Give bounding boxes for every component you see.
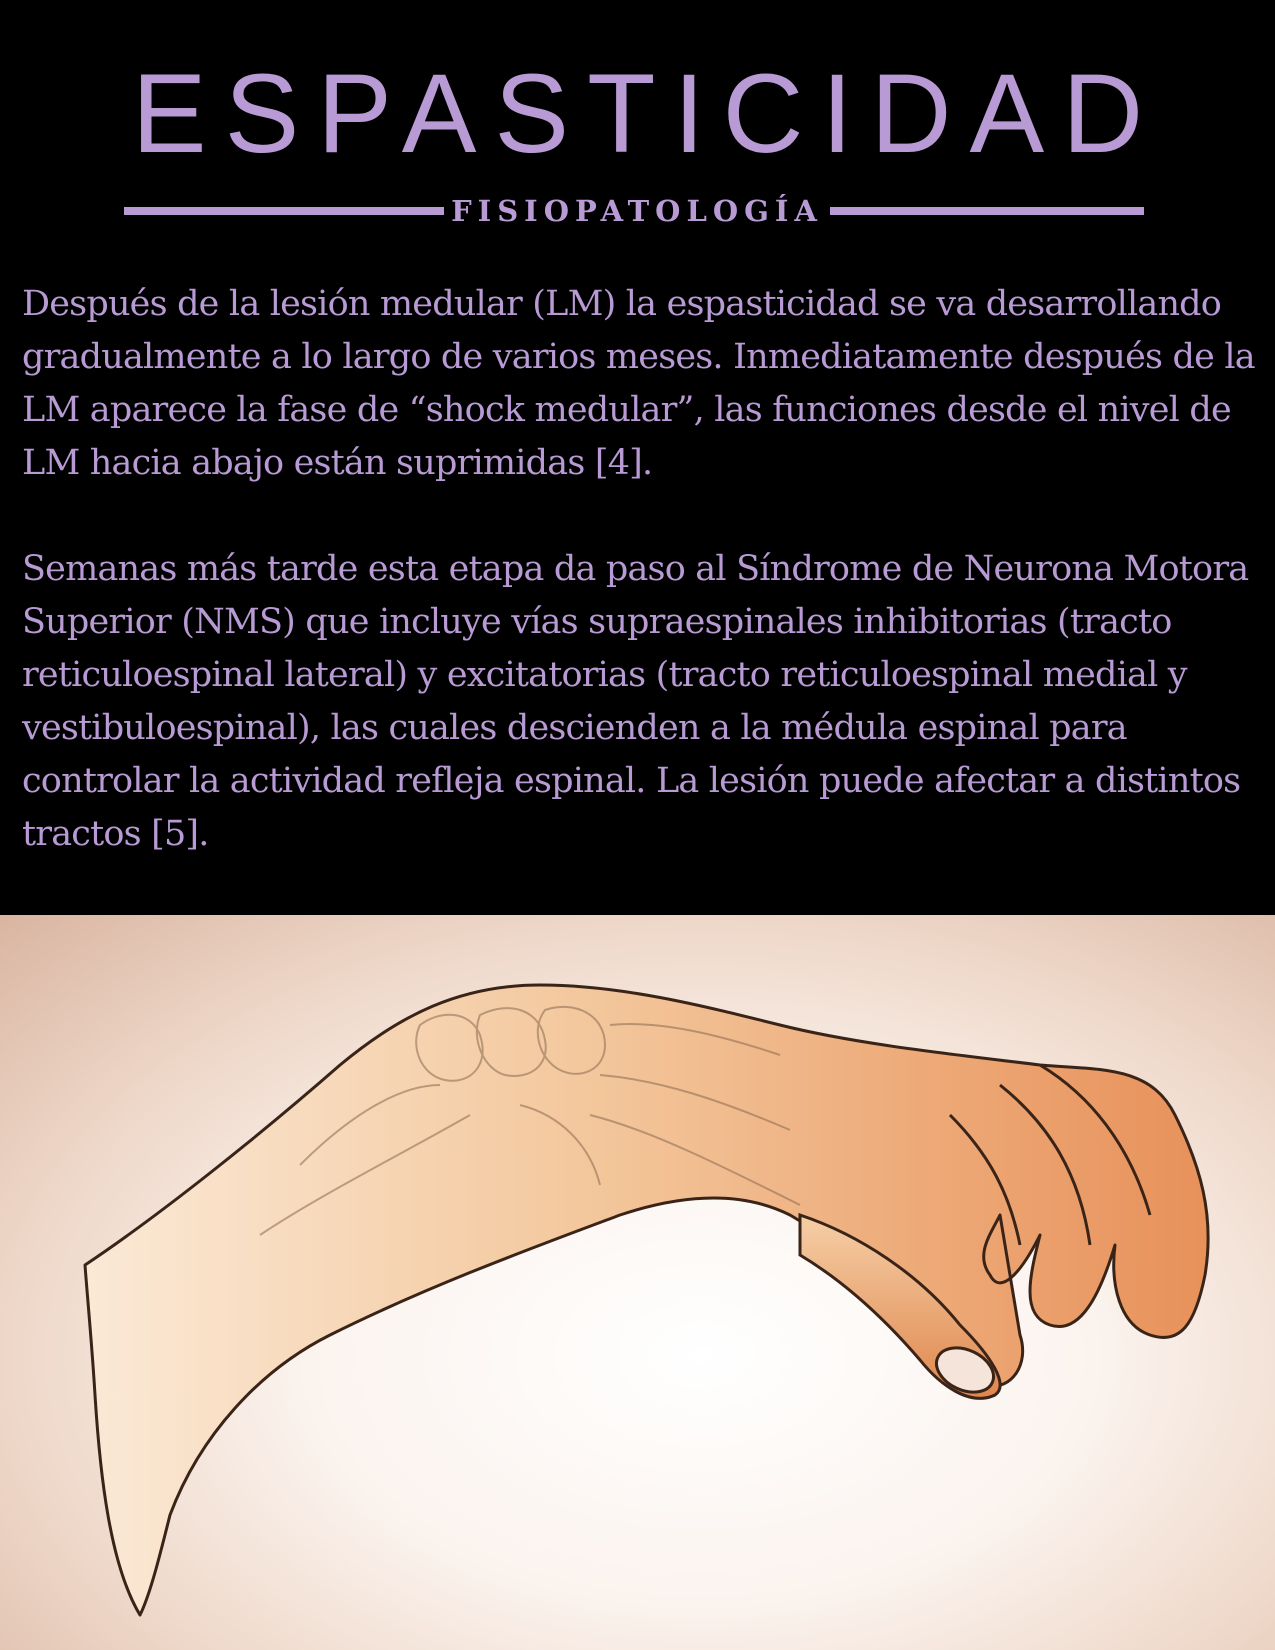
spastic-hand-illustration-icon [0, 915, 1275, 1650]
page-subtitle: FISIOPATOLOGÍA [451, 194, 823, 228]
page-title: ESPASTICIDAD [131, 51, 1162, 176]
hand-figure [0, 915, 1275, 1650]
paragraph-shock-medular: Después de la lesión medular (LM) la espasticidad se va desarrollando gradualmente a lo largo de varios meses. Inmediatamente después de la LM aparece la fase de “shock medular”, las funciones desde el nivel de LM hacia abajo están suprimidas [4]. [22, 284, 1255, 483]
divider-left [124, 207, 444, 215]
paragraph-sindrome-nms: Semanas más tarde esta etapa da paso al Síndrome de Neurona Motora Superior (NMS) que incluye vías supraespinales inhibitorias (tracto reticuloespinal lateral) y excitatorias (tracto reticuloespinal medial y vestibuloespinal), las cuales descienden a la médula espinal para controlar la actividad refleja espinal. La lesión puede afectar a distintos tractos [5]. [22, 549, 1249, 854]
divider-right [830, 207, 1144, 215]
